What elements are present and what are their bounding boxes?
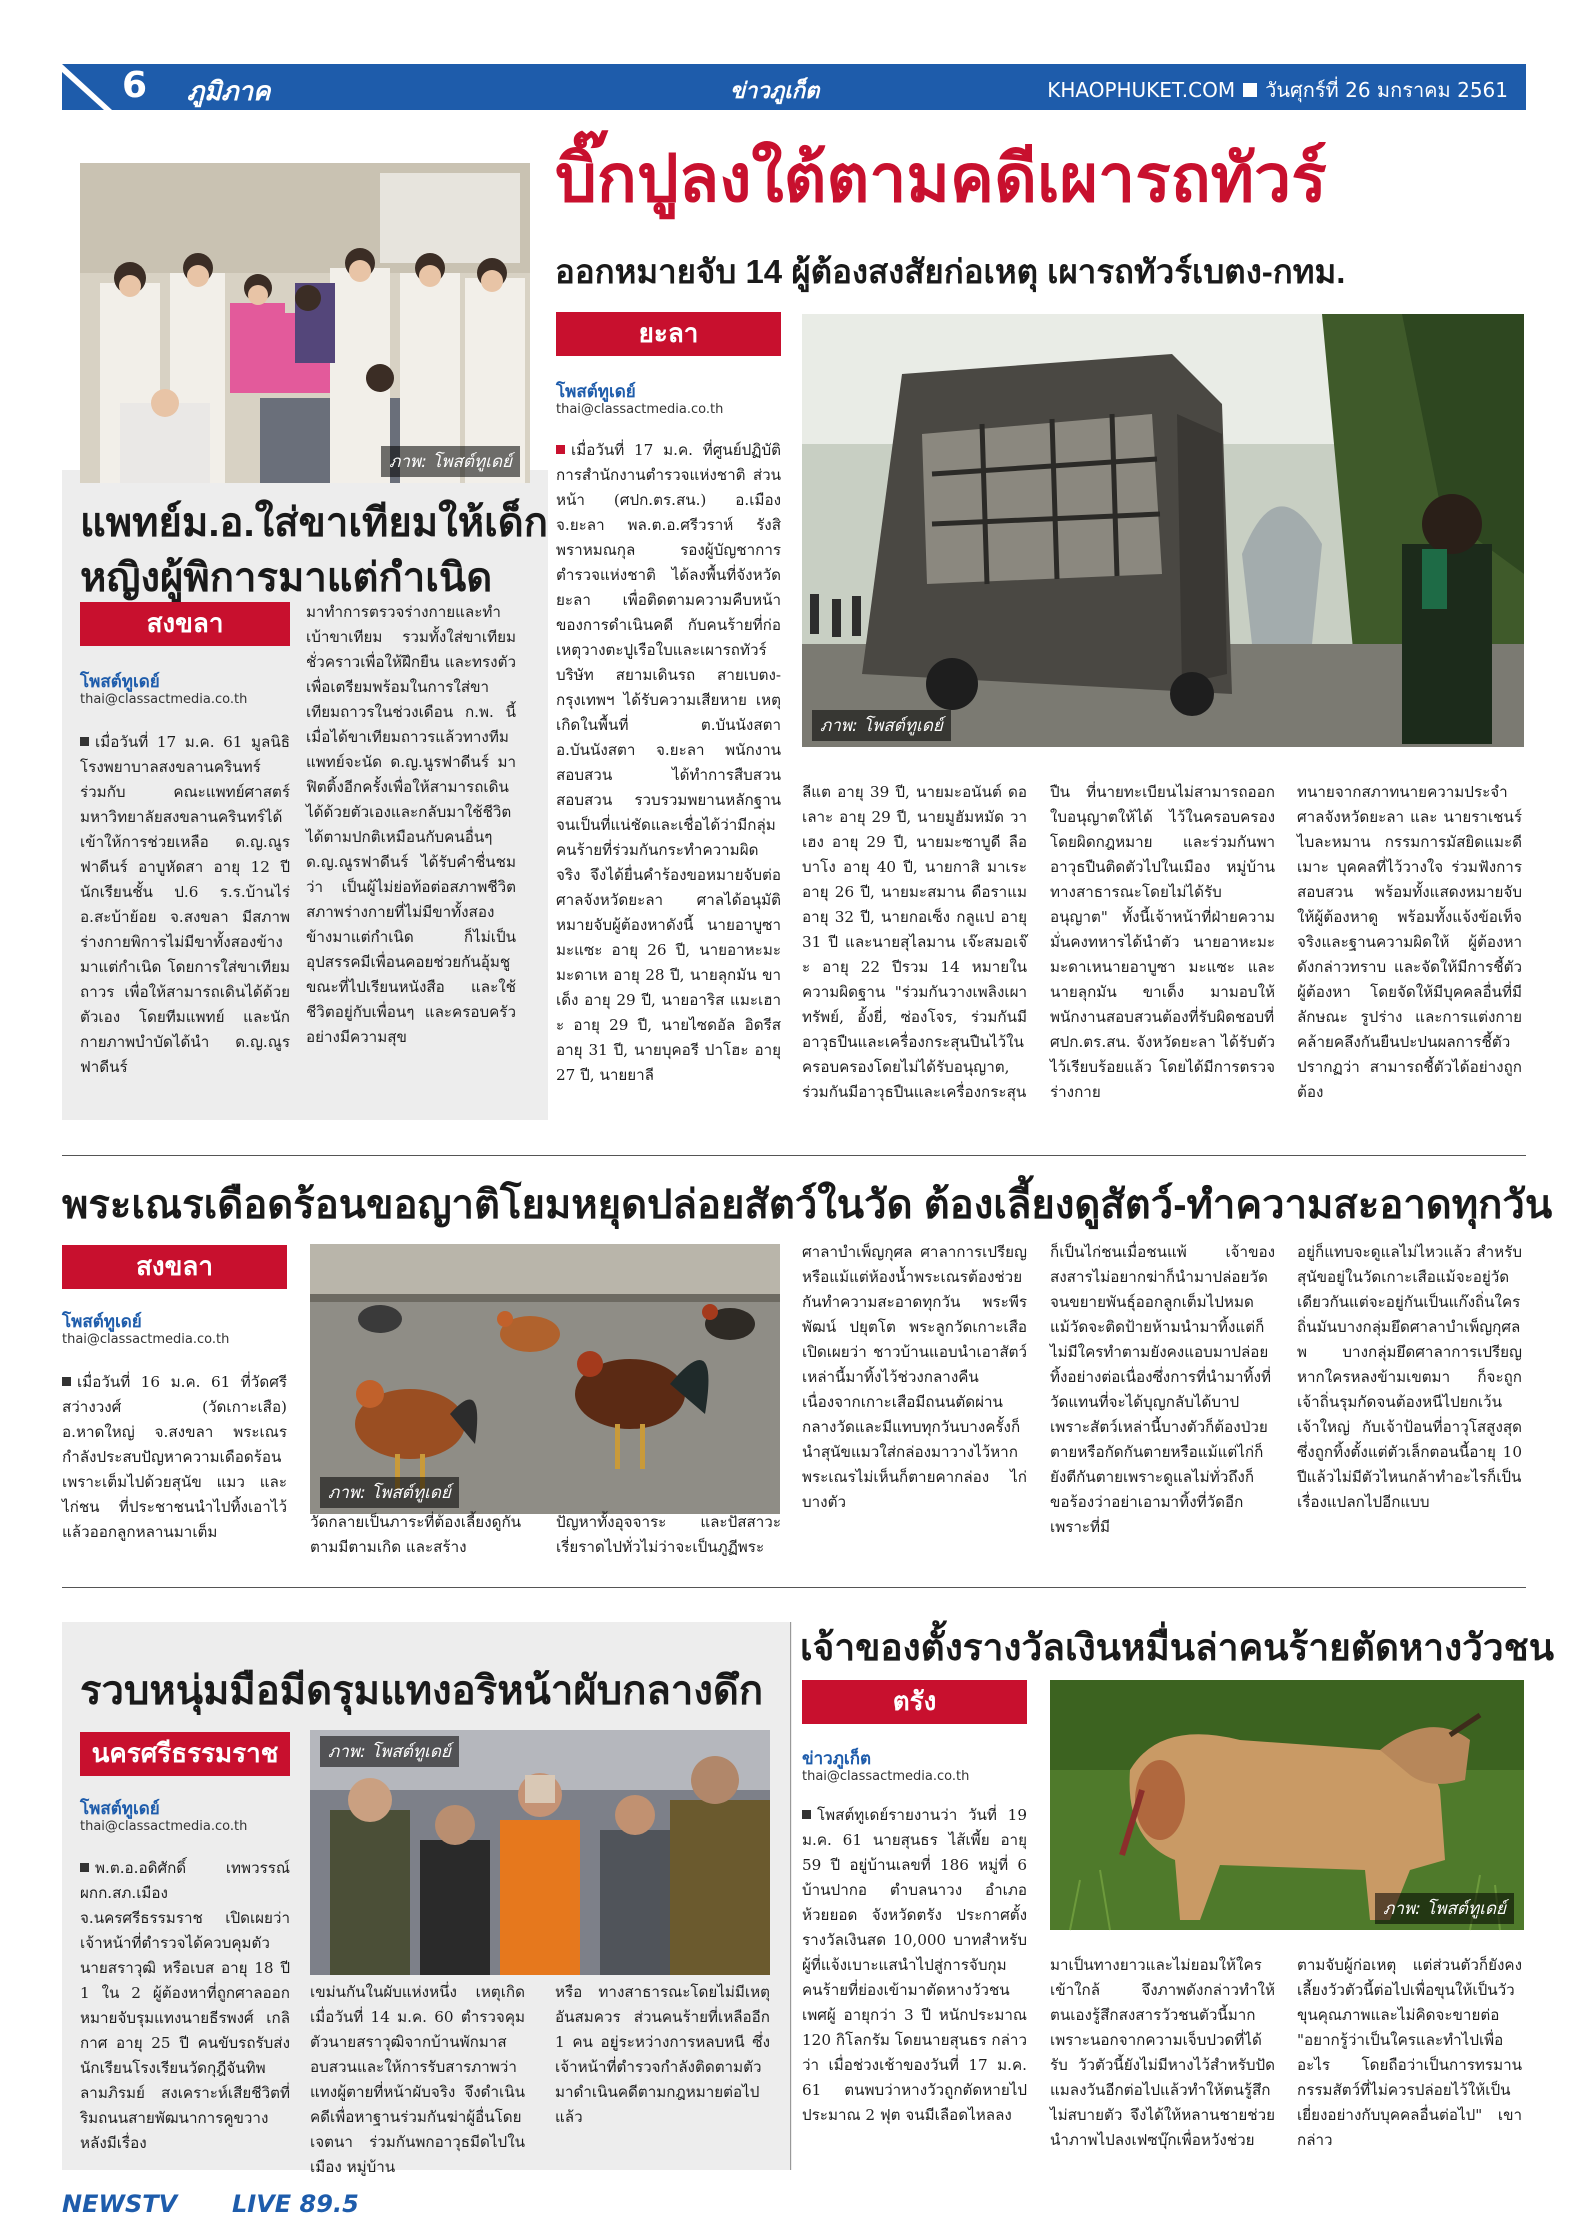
story-stab-col-2: เขม่นกันในผับแห่งหนึ่ง เหตุเกิดเมื่อวันที่ 14 ม.ค. 60 ตำรวจคุมตัวนายสราวุฒิจากบ้านพักมาสอบสวนและให้การรับสารภาพว่าแทงผู้ตายที่หน้าผับจริง จึงดำเนินคดีเพื่อหาฐานร่วมกันฆ่าผู้อื่นโดยเจตนา ร่วมกันพกอาวุธมีดไปในเมือง หมู่บ้าน	[310, 1983, 525, 2176]
story-doctor-headline-2: หญิงผู้พิการมาแต่กำเนิด	[80, 556, 493, 600]
story-bus-byline: โพสต์ทูเดย์	[556, 382, 636, 402]
story-bus-col-1: เมื่อวันที่ 17 ม.ค. ที่ศูนย์ปฏิบัติการสำนักงานตำรวจแห่งชาติ ส่วนหน้า (ศปก.ตร.สน.) อ.เมือง จ.ยะลา พล.ต.อ.ศรีวราห์ รังสิพราหมณกุล รองผู้บัญชาการตำรวจแห่งชาติ ได้ลงพื้นที่จังหวัดยะลา เพื่อติดตามความคืบหน้าของการดำเนินคดี กับคนร้ายที่ก่อเหตุวางตะปูเรือใบและเผารถทัวร์ บริษัท สยามเดินรถ สายเบตง-กรุงเทพฯ ได้รับความเสียหาย เหตุเกิดในพื้นที่ ต.บันนังสตา อ.บันนังสตา จ.ยะลา พนักงานสอบสวน ได้ทำการสืบสวนสอบสวน รวบรวมพยานหลักฐานจนเป็นที่แน่ชัดและเชื่อได้ว่ามีกลุ่มคนร้ายที่ร่วมกันกระทำความผิดจริง จึงได้ยื่นคำร้องขอหมายจับต่อศาลจังหวัดยะลา ศาลได้อนุมัติหมายจับผู้ต้องหาดังนี้ นายอาบูซา มะแซะ อายุ 26 ปี, นายอาหะมะ มะดาเห อายุ 28 ปี, นายลุกมัน ขาเด็ง อายุ 29 ปี, นายอาริส แมะเฮาะ อายุ 29 ปี, นายไซดอัล อิดรีส อายุ 31 ปี, นายบุคอรี ปาโฮะ อายุ 27 ปี, นายยาลี	[556, 441, 781, 1084]
story-temple-col-4: ศาลาบำเพ็ญกุศล ศาลาการเปรียญ หรือแม้แต่ห้องน้ำพระเณรต้องช่วยกันทำความสะอาดทุกวัน พระพีรพัฒน์ ปยุตโต พระลูกวัดเกาะเสือ เปิดเผยว่า ชาวบ้านแอบนำเอาสัตว์เหล่านี้มาทิ้งไว้ช่วงกลางคืน เนื่องจากเกาะเสือมีถนนตัดผ่านกลางวัดและมีแทบทุกวันบางครั้งก็ นำสุนัขแมวใส่กล่องมาวางไว้หากพระเณรไม่เห็นก็ตายคากล่อง ไก่บางตัว	[802, 1243, 1027, 1511]
story-doctor-byline: โพสต์ทูเดย์	[80, 672, 160, 692]
story-stab-headline: รวบหนุ่มมือมีดรุมแทงอริหน้าผับกลางดึก	[80, 1669, 764, 1713]
story-cow-col-2: มาเป็นทางยาวและไม่ยอมให้ใครเข้าใกล้ จึงภาพดังกล่าวทำให้ตนเองรู้สึกสงสารวัวชนตัวนี้มากเพราะนอกจากความเจ็บปวดที่ได้รับ วัวตัวนี้ยังไม่มีหางไว้สำหรับปัดแมลงวันอีกต่อไปแล้วทำให้ตนรู้สึกไม่สบายตัว จึงได้ให้หลานชายช่วยนำภาพไปลงเฟซบุ๊กเพื่อหวังช่วย	[1050, 1956, 1275, 2149]
photo-credit: ภาพ: โพสต์ทูเดย์	[381, 446, 520, 477]
site-url[interactable]: KHAOPHUKET.COM	[1047, 78, 1236, 102]
photo-temple-chickens	[310, 1244, 780, 1514]
story-cow-col-3: ตามจับผู้ก่อเหตุ แต่ส่วนตัวก็ยังคงเลี้ยงวัวตัวนี้ต่อไปเพื่อขุนให้เป็นวัวขุนคุณภาพและไม่คิดจะขายต่อ "อยากรู้ว่าเป็นใครและทำไปเพื่ออะไร โดยถือว่าเป็นการทรมานกรรมสัตว์ที่ไม่ควรปล่อยไว้ให้เป็นเยี่ยงอย่างกับบุคคลอื่นต่อไป" เขากล่าว	[1297, 1956, 1522, 2149]
column-divider	[790, 1622, 791, 2170]
page-header	[62, 64, 1526, 110]
story-stab-col-1: พ.ต.อ.อดิศักดิ์ เทพวรรณ์ ผกก.สภ.เมือง จ.นครศรีธรรมราช เปิดเผยว่า เจ้าหน้าที่ตำรวจได้ควบคุมตัวนายสราวุฒิ หรือเบส อายุ 18 ปี 1 ใน 2 ผู้ต้องหาที่ถูกศาลออกหมายจับรุมแทงนายธีรพงศ์ เกลิกาศ อายุ 25 ปี คนขับรถรับส่งนักเรียนโรงเรียนวัดกุฎีจันทิพลามภิรมย์ สงเคราะห์เสียชีวิตที่ริมถนนสายพัฒนาการคูขวาง หลังมีเรื่อง	[80, 1859, 290, 2152]
photo-credit: ภาพ: โพสต์ทูเดย์	[1375, 1893, 1514, 1924]
story-bus-subhead: ออกหมายจับ 14 ผู้ต้องสงสัยก่อเหตุ เผารถทัวร์เบตง-กทม.	[555, 253, 1346, 290]
story-temple-col-2: วัดกลายเป็นภาระที่ต้องเลี้ยงดูกันตามมีตามเกิด และสร้าง	[310, 1513, 522, 1556]
header-meta	[1047, 74, 1508, 106]
story-doctor-col-2: มาทำการตรวจร่างกายและทำเบ้าขาเทียม รวมทั้งใส่ขาเทียมชั่วคราวเพื่อให้ฝึกยืน และทรงตัวเพื่อเตรียมพร้อมในการใส่ขาเทียมถาวรในช่วงเดือน ก.พ. นี้ เมื่อได้ขาเทียมถาวรแล้วทางทีมแพทย์จะนัด ด.ญ.นูรฟาดีนร์ มาฟิตติ้งอีกครั้งเพื่อให้สามารถเดินได้ด้วยตัวเองและกลับมาใช้ชีวิตได้ตามปกติเหมือนกับคนอื่นๆ ด.ญ.ณูรฟาดีนร์ ได้รับคำชื่นชมว่า เป็นผู้ไม่ย่อท้อต่อสภาพชีวิต สภาพร่างกายที่ไม่มีขาทั้งสองข้างมาแต่กำเนิด ก็ไม่เป็นอุปสรรคมีเพื่อนคอยช่วยกันอุ้มชูขณะที่ไปเรียนหนังสือ และใช้ชีวิตอยู่กับเพื่อนๆ และครอบครัวอย่างมีความสุข	[306, 603, 516, 1046]
section-divider	[62, 1587, 1526, 1588]
location-tag-songkhla: สงขลา	[80, 602, 290, 646]
masthead-logo: ข่าวภูเก็ต	[730, 79, 820, 104]
story-doctor-email[interactable]: thai@classactmedia.co.th	[80, 692, 248, 707]
photo-credit: ภาพ: โพสต์ทูเดย์	[320, 1477, 459, 1508]
photo-doctor-group	[80, 163, 530, 483]
story-temple-col-3: ปัญหาทั้งอุจจาระ และปัสสาวะเรี่ยราดไปทั่วไม่ว่าจะเป็นภูฏีพระ	[556, 1513, 781, 1556]
bullet-icon	[80, 1863, 89, 1872]
story-bus-col-2: ลีแต อายุ 39 ปี, นายมะอนันต์ ดอเลาะ อายุ 29 ปี, นายมูฮัมหมัด วาเฮง อายุ 29 ปี, นายมะซาบูดี ลือบาโง อายุ 40 ปี, นายกาสิ มาเระ อายุ 26 ปี, นายมะสมาน ดือราแม อายุ 32 ปี, นายกอเซ็ง กลูแป อายุ 31 ปี และนายสุไลมาน เจ๊ะสมอเจ๊ะ อายุ 22 ปีรวม 14 หมายในความผิดฐาน "ร่วมกันวางเพลิงเผาทรัพย์, อั้งยี่, ซ่องโจร, ร่วมกันมีอาวุธปืนและเครื่องกระสุนปืนไว้ในครอบครองโดยไม่ได้รับอนุญาต, ร่วมกันมีอาวุธปืนและเครื่องกระสุน	[802, 783, 1027, 1101]
story-temple-byline: โพสต์ทูเดย์	[62, 1312, 142, 1332]
issue-date: วันศุกร์ที่ 26 มกราคม 2561	[1265, 78, 1508, 102]
corner-mark-icon	[62, 64, 112, 110]
separator-square-icon	[1243, 83, 1257, 97]
location-tag-nakhon-si-thammarat: นครศรีธรรมราช	[80, 1732, 290, 1776]
photo-suspect-arrest	[310, 1730, 770, 1975]
story-temple-col-6: อยู่ก็แทบจะดูแลไม่ไหวแล้ว สำหรับสุนัขอยู่ในวัดเกาะเสือแม้จะอยู่วัดเดียวกันแต่จะอยู่กันเป็นแก๊งถิ่นใครถิ่นมันบางกลุ่มยึดศาลาบำเพ็ญกุศลพ บางกลุ่มยึดศาลาการเปรียญ หากใครหลงข้ามเขตมา ก็จะถูกเจ้าถิ่นรุมกัดจนต้องหนีไปยกเว้นเจ้าใหญ่ กับเจ้าป้อนที่อาวุโสสูงสุดซึ่งถูกทิ้งตั้งแต่ตัวเล็กตอนนี้อายุ 10 ปีแล้วไม่มีตัวไหนกล้าทำอะไรก็เป็นเรื่องแปลกไปอีกแบบ	[1297, 1243, 1522, 1511]
story-stab-byline: โพสต์ทูเดย์	[80, 1799, 160, 1819]
newstv-logo[interactable]: NEWSTV	[62, 2190, 178, 2218]
story-stab-col-3: หรือ ทางสาธารณะโดยไม่มีเหตุอันสมควร ส่วนคนร้ายที่เหลืออีก 1 คน อยู่ระหว่างการหลบหนี ซึ่งเจ้าหน้าที่ตำรวจกำลังติดตามตัวมาดำเนินคดีตามกฎหมายต่อไปแล้ว	[555, 1983, 770, 2126]
story-stab-email[interactable]: thai@classactmedia.co.th	[80, 1819, 248, 1834]
story-temple-col-5: ก็เป็นไก่ชนเมื่อชนแพ้ เจ้าของสงสารไม่อยากฆ่าก็นำมาปล่อยวัดจนขยายพันธุ์ออกลูกเต็มไปหมด แม้วัดจะติดป้ายห้ามนำมาทิ้งแต่ก็ไม่มีใครทำตามยังคงแอบมาปล่อยทิ้งอย่างต่อเนื่องซึ่งการที่นำมาทิ้งที่วัดแทนที่จะได้บุญกลับได้บาปเพราะสัตว์เหล่านี้บางตัวก็ต้องป่วยตายหรือกัดกันตายหรือแม้แต่ไก่ก็ยังตีกันตายเพราะดูแลไม่ทั่วถึงก็ขอร้องว่าอย่าเอามาทิ้งที่วัดอีกเพราะที่มี	[1050, 1243, 1275, 1536]
photo-cow	[1050, 1680, 1524, 1930]
story-cow-byline: ข่าวภูเก็ต	[802, 1749, 872, 1769]
bullet-icon	[802, 1810, 811, 1819]
story-bus-headline: บิ๊กปูลงใต้ตามคดีเผารถทัวร์	[555, 141, 1327, 215]
story-temple-email[interactable]: thai@classactmedia.co.th	[62, 1332, 230, 1347]
live-radio-logo[interactable]: LIVE 89.5	[232, 2190, 359, 2218]
section-name: ภูมิภาค	[187, 77, 271, 107]
photo-credit: ภาพ: โพสต์ทูเดย์	[812, 710, 951, 741]
bullet-icon	[62, 1377, 71, 1386]
story-doctor-col-1: เมื่อวันที่ 17 ม.ค. 61 มูลนิธิโรงพยาบาลสงขลานครินทร์ ร่วมกับ คณะแพทย์ศาสตร์ มหาวิทยาลัยสงขลานครินทร์ได้เข้าให้การช่วยเหลือ ด.ญ.ณูรฟาดีนร์ อาบูหัดสา อายุ 12 ปี นักเรียนชั้น ป.6 ร.ร.บ้านไร่ อ.สะบ้าย้อย จ.สงขลา มีสภาพร่างกายพิการไม่มีขาทั้งสองข้างมาแต่กำเนิด โดยการใส่ขาเทียมถาวร เพื่อให้สามารถเดินได้ด้วยตัวเอง โดยทีมแพทย์ และนักกายภาพบำบัดได้นำ ด.ญ.ณูรฟาดีนร์	[80, 733, 290, 1076]
photo-burned-bus	[802, 314, 1524, 747]
photo-credit: ภาพ: โพสต์ทูเดย์	[320, 1736, 459, 1767]
location-tag-yala: ยะลา	[556, 312, 781, 356]
bullet-icon	[556, 445, 565, 454]
story-cow-email[interactable]: thai@classactmedia.co.th	[802, 1769, 970, 1784]
story-cow-headline: เจ้าของตั้งรางวัลเงินหมื่นล่าคนร้ายตัดหางวัวชน	[800, 1627, 1555, 1668]
story-doctor-headline-1: แพทย์ม.อ.ใส่ขาเทียมให้เด็ก	[80, 501, 548, 545]
location-tag-songkhla: สงขลา	[62, 1245, 287, 1289]
location-tag-trang: ตรัง	[802, 1680, 1027, 1724]
section-divider	[62, 1155, 1526, 1156]
story-bus-col-3: ปืน ที่นายทะเบียนไม่สามารถออกใบอนุญาตให้ได้ ไว้ในครอบครองโดยผิดกฎหมาย และร่วมกันพาอาวุธปืนติดตัวไปในเมือง หมู่บ้าน ทางสาธารณะโดยไม่ได้รับอนุญาต" ทั้งนี้เจ้าหน้าที่ฝ่ายความมั่นคงทหารได้นำตัว นายอาหะมะ มะดาเหนายอาบูซา มะแซะ และนายลุกมัน ขาเด็ง มามอบให้พนักงานสอบสวนต้องที่รับผิดชอบที่ ศปก.ตร.สน. จังหวัดยะลา ได้รับตัวไว้เรียบร้อยแล้ว โดยได้มีการตรวจร่างกาย	[1050, 783, 1275, 1101]
story-bus-email[interactable]: thai@classactmedia.co.th	[556, 402, 724, 417]
story-temple-headline: พระเณรเดือดร้อนขอญาติโยมหยุดปล่อยสัตว์ในวัด ต้องเลี้ยงดูสัตว์-ทำความสะอาดทุกวัน	[62, 1183, 1553, 1227]
story-bus-col-4: ทนายจากสภาทนายความประจำศาลจังหวัดยะลา และ นายราเชนร์ ไบละหมาน กรรมการมัสยิดแมะดีเมาะ บุคคลที่ไว้วางใจ ร่วมฟังการสอบสวน พร้อมทั้งแสดงหมายจับให้ผู้ต้องหาดู พร้อมทั้งแจ้งข้อเท็จจริงและฐานความผิดให้ ผู้ต้องหาดังกล่าวทราบ และจัดให้มีการชี้ตัวผู้ต้องหา โดยจัดให้มีบุคคลอื่นที่มีลักษณะ รูปร่าง และการแต่งกายคล้ายคลึงกันยืนปะปนผลการชี้ตัวปรากฏว่า สามารถชี้ตัวได้อย่างถูกต้อง	[1297, 783, 1522, 1101]
story-cow-col-1: โพสต์ทูเดย์รายงานว่า วันที่ 19 ม.ค. 61 นายสุนธร ไส้เพี้ย อายุ 59 ปี อยู่บ้านเลขที่ 186 หมู่ที่ 6 บ้านปากอ ตำบลนาวง อำเภอห้วยยอด จังหวัดตรัง ประกาศตั้งรางวัลเงินสด 10,000 บาทสำหรับผู้ที่แจ้งเบาะแสนำไปสู่การจับกุมคนร้ายที่ย่องเข้ามาตัดหางวัวชนเพศผู้ อายุกว่า 3 ปี หนักประมาณ 120 กิโลกรัม โดยนายสุนธร กล่าวว่า เมื่อช่วงเช้าของวันที่ 17 ม.ค. 61 ตนพบว่าหางวัวถูกตัดหายไปประมาณ 2 ฟุต จนมีเลือดไหลลง	[802, 1806, 1027, 2124]
bullet-icon	[80, 737, 89, 746]
page-number: 6	[122, 65, 148, 106]
story-temple-col-1: เมื่อวันที่ 16 ม.ค. 61 ที่วัดศรีสว่างวงศ์ (วัดเกาะเสือ) อ.หาดใหญ่ จ.สงขลา พระเณรกำลังประสบปัญหาความเดือดร้อนเพราะเต็มไปด้วยสุนัข แมว และไก่ชน ที่ประชาชนนำไปทิ้งเอาไว้แล้วออกลูกหลานมาเต็ม	[62, 1373, 287, 1541]
